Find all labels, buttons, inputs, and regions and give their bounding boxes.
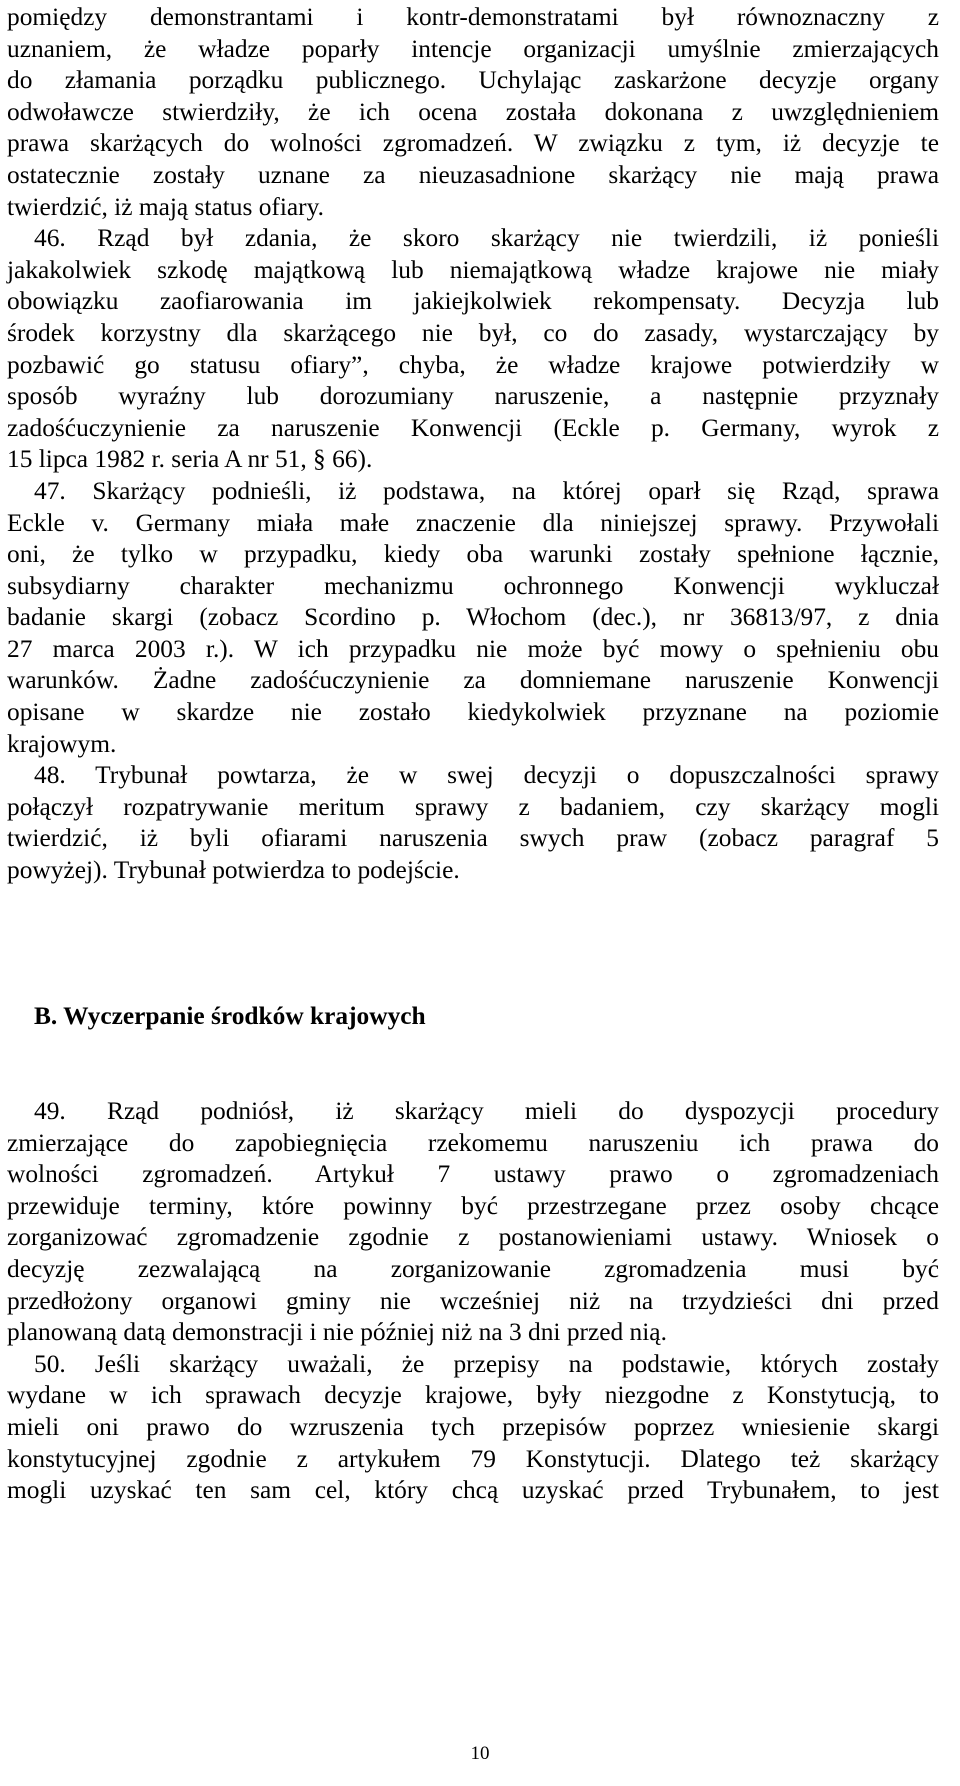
text-line: zadośćuczynienie za naruszenie Konwencji (Eckle p. Germany, wyrok z — [7, 413, 939, 442]
text-line: pomiędzy demonstrantami i kontr-demonstratami był równoznaczny z — [7, 3, 939, 31]
text-line: twierdzić, iż mają status ofiary. — [7, 192, 325, 221]
text-line: prawa skarżących do wolności zgromadzeń. W związku z tym, iż decyzje te — [7, 129, 939, 158]
text-line: środek korzystny dla skarżącego nie był, co do zasady, wystarczający by — [7, 318, 939, 347]
text-line: przedłożony organowi gminy nie wcześniej niż na trzydzieści dni przed — [7, 1286, 939, 1315]
text-line: mogli uzyskać ten sam cel, który chcą uzyskać przed Trybunałem, to jest — [7, 1476, 939, 1505]
text-line: odwoławcze stwierdziły, że ich ocena została dokonana z uwzględnieniem — [7, 97, 939, 126]
text-line: sposób wyraźny lub dorozumiany naruszenie, a następnie przyznały — [7, 382, 939, 411]
text-line: subsydiarny charakter mechanizmu ochronnego Konwencji wykluczał — [7, 571, 939, 600]
text-line: Eckle v. Germany miała małe znaczenie dla niniejszej sprawy. Przywołali — [7, 508, 939, 537]
text-line: 50. Jeśli skarżący uważali, że przepisy na podstawie, których zostały — [34, 1349, 939, 1378]
text-line: 47. Skarżący podnieśli, iż podstawa, na której oparł się Rząd, sprawa — [34, 476, 939, 505]
text-line: ostatecznie zostały uznane za nieuzasadnione skarżący nie mają prawa — [7, 160, 939, 189]
text-line: 15 lipca 1982 r. seria A nr 51, § 66). — [7, 445, 373, 474]
section-heading: B. Wyczerpanie środków krajowych — [34, 1002, 426, 1030]
text-line: wolności zgromadzeń. Artykuł 7 ustawy prawo o zgromadzeniach — [7, 1160, 939, 1189]
text-line: wydane w ich sprawach decyzje krajowe, były niezgodne z Konstytucją, to — [7, 1381, 939, 1410]
paragraphs-block-1 — [7, 2, 939, 887]
text-line: 46. Rząd był zdania, że skoro skarżący nie twierdzili, iż ponieśli — [34, 224, 939, 253]
text-line: oni, że tylko w przypadku, kiedy oba warunki zostały spełnione łącznie, — [7, 540, 939, 569]
text-line: badanie skargi (zobacz Scordino p. Włochom (dec.), nr 36813/97, z dnia — [7, 603, 939, 632]
text-line: zorganizować zgromadzenie zgodnie z postanowieniami ustawy. Wniosek o — [7, 1223, 939, 1252]
text-line: 27 marca 2003 r.). W ich przypadku nie może być mowy o spełnieniu obu — [7, 634, 939, 663]
text-line: krajowym. — [7, 729, 117, 758]
text-line: decyzję zezwalającą na zorganizowanie zgromadzenia musi być — [7, 1254, 939, 1283]
text-line: planowaną datą demonstracji i nie później niż na 3 dni przed nią. — [7, 1318, 667, 1347]
text-line: 49. Rząd podniósł, iż skarżący mieli do dyspozycji procedury — [34, 1097, 939, 1125]
text-line: powyżej). Trybunał potwierdza to podejście. — [7, 856, 460, 885]
paragraphs-block-2 — [7, 1096, 939, 1507]
text-line: warunków. Żadne zadośćuczynienie za domniemane naruszenie Konwencji — [7, 666, 939, 695]
text-line: twierdzić, iż byli ofiarami naruszenia swych praw (zobacz paragraf 5 — [7, 824, 939, 853]
text-line: konstytucyjnej zgodnie z artykułem 79 Konstytucji. Dlatego też skarżący — [7, 1444, 939, 1473]
text-line: przewiduje terminy, które powinny być przestrzegane przez osoby chcące — [7, 1191, 939, 1220]
text-line: zmierzające do zapobiegnięcia rzekomemu naruszeniu ich prawa do — [7, 1128, 939, 1157]
text-line: obowiązku zaofiarowania im jakiejkolwiek rekompensaty. Decyzja lub — [7, 287, 939, 316]
text-line: połączył rozpatrywanie meritum sprawy z badaniem, czy skarżący mogli — [7, 792, 939, 821]
text-line: jakakolwiek szkodę majątkową lub niemajątkową władze krajowe nie miały — [7, 255, 939, 284]
text-line: do złamania porządku publicznego. Uchylając zaskarżone decyzje organy — [7, 66, 939, 95]
text-line: uznaniem, że władze poparły intencje organizacji umyślnie zmierzających — [7, 34, 939, 63]
text-line: pozbawić go statusu ofiary”, chyba, że władze krajowe potwierdziły w — [7, 350, 939, 379]
page-number: 10 — [470, 1743, 490, 1764]
text-line: 48. Trybunał powtarza, że w swej decyzji o dopuszczalności sprawy — [34, 761, 939, 790]
text-line: mieli oni prawo do wzruszenia tych przepisów poprzez wniesienie skargi — [7, 1412, 939, 1441]
text-line: opisane w skardze nie zostało kiedykolwiek przyznane na poziomie — [7, 698, 939, 727]
